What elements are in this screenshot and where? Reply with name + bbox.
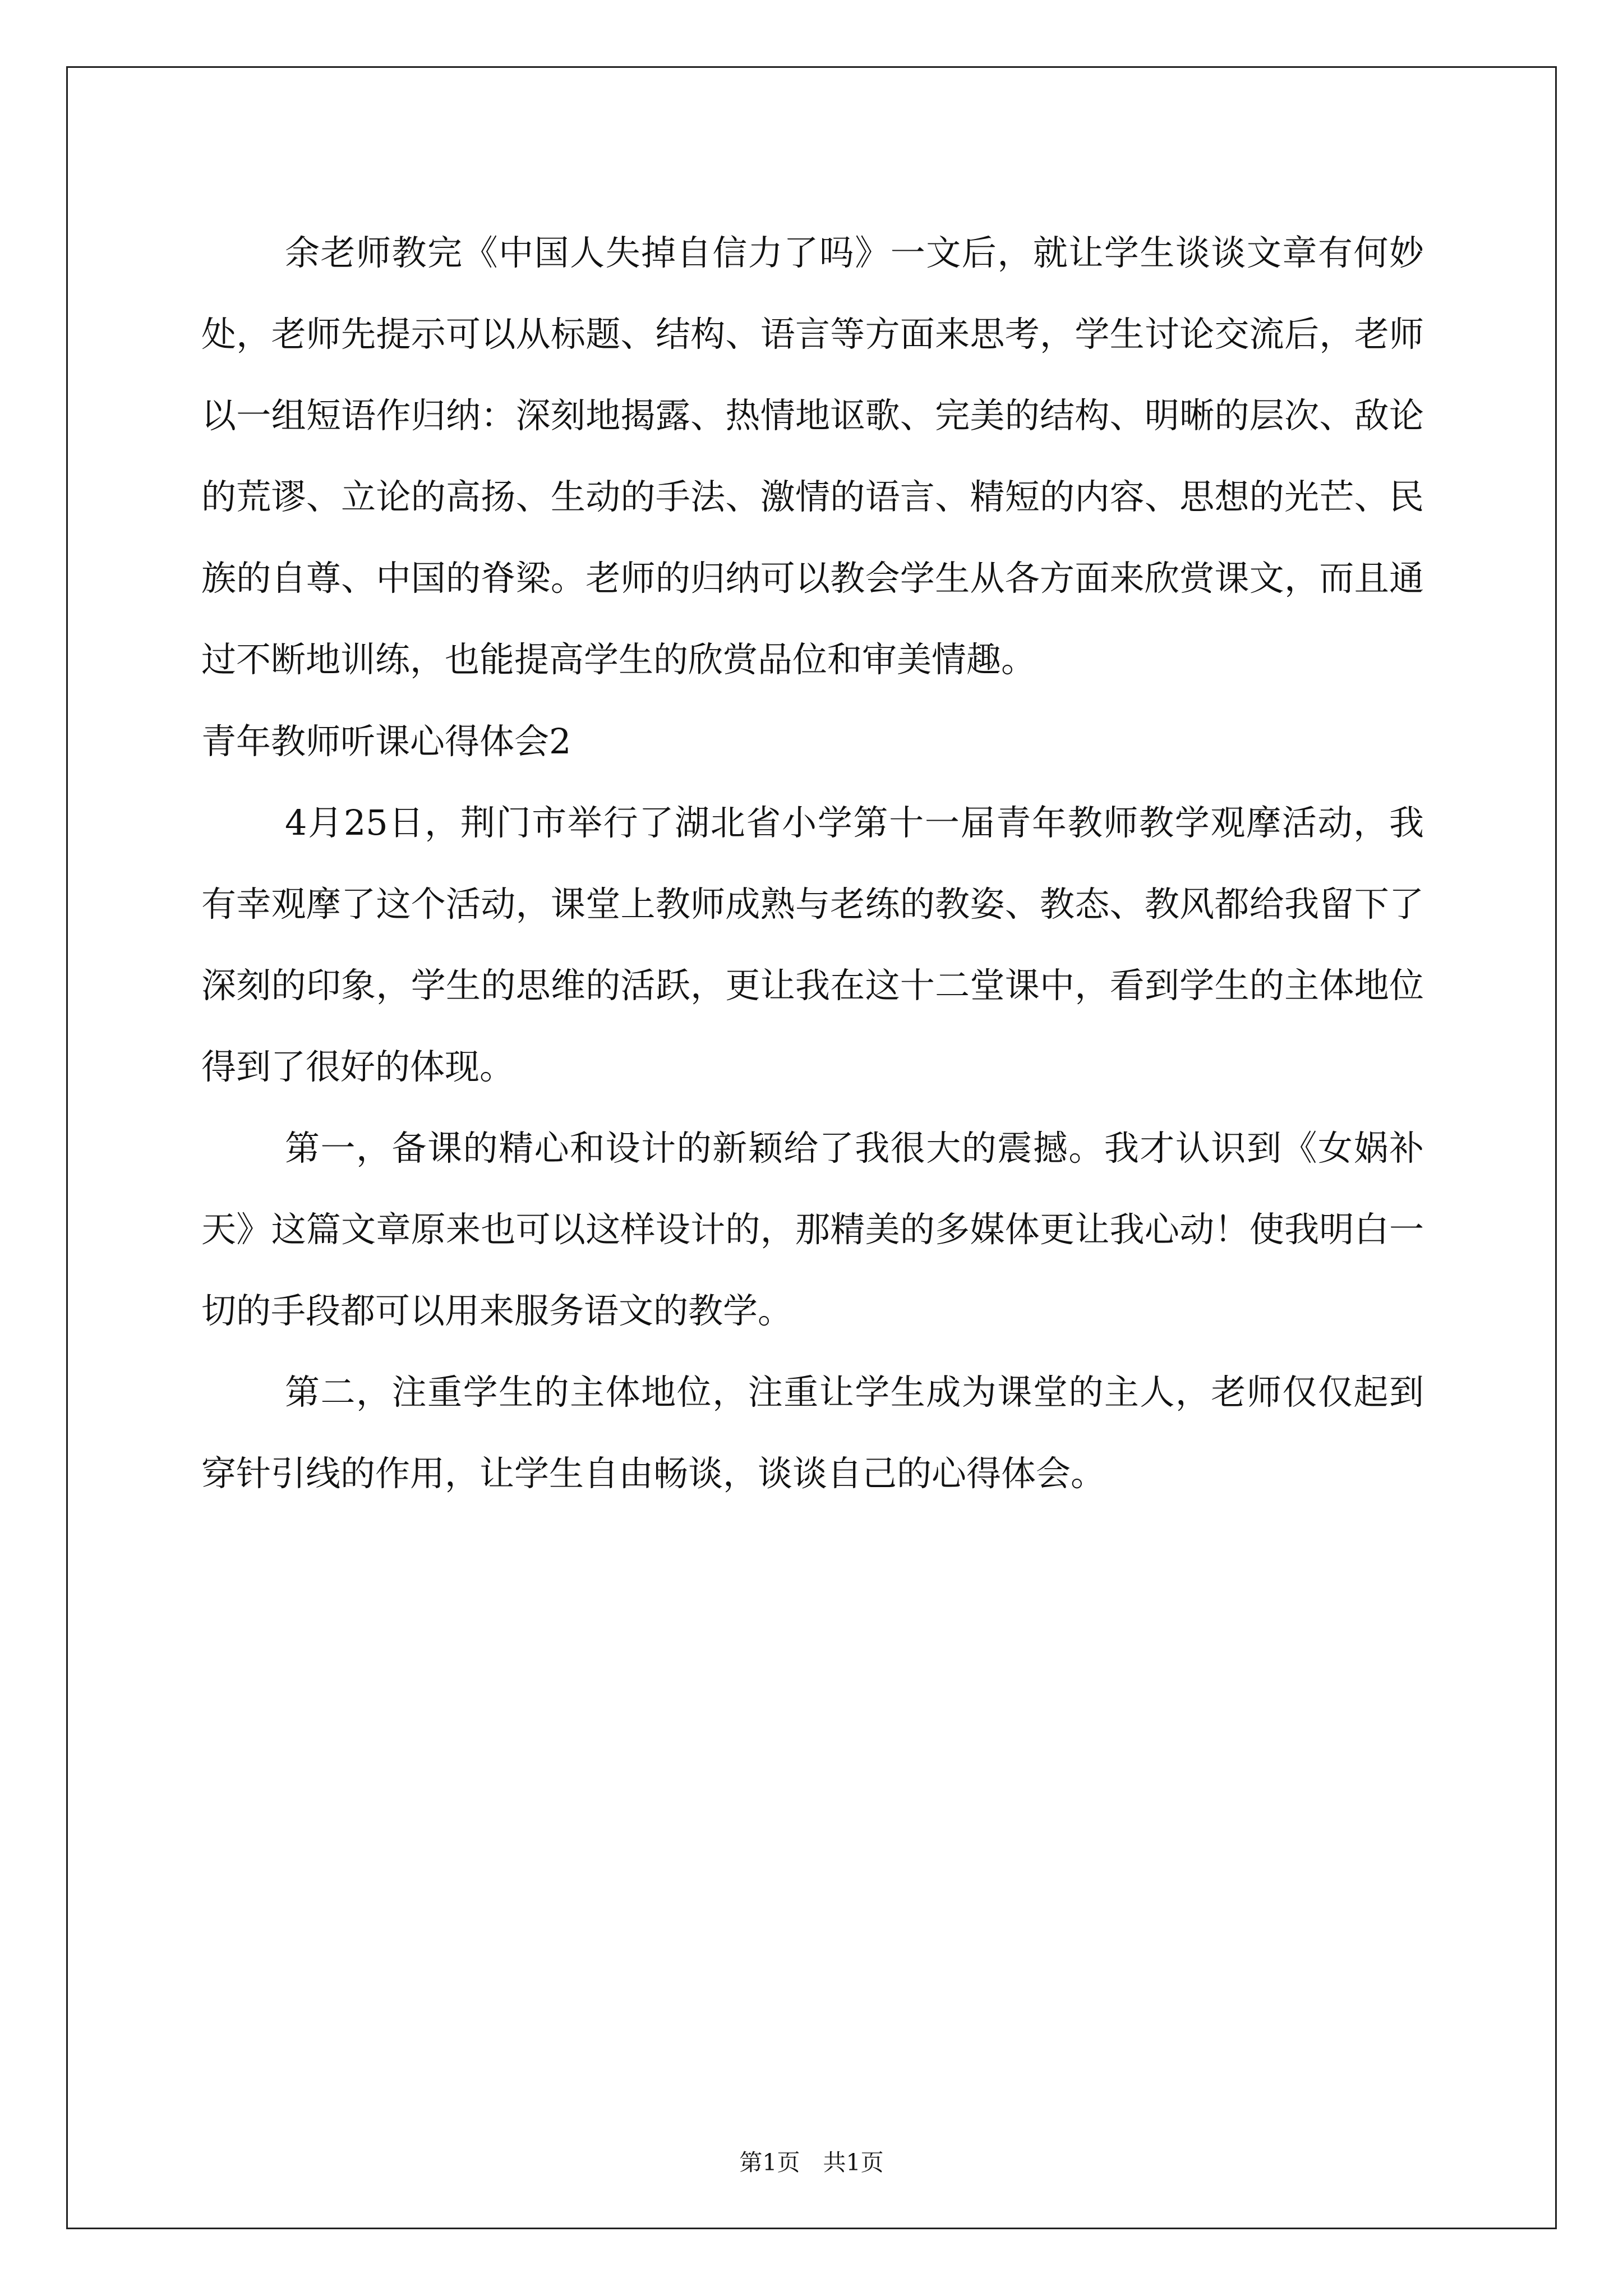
page-number-footer: 第1页 共1页 xyxy=(739,2149,884,2176)
paragraph-event-intro: 4月25日，荆门市举行了湖北省小学第十一届青年教师教学观摩活动，我有幸观摩了这个活动，课堂上教师成熟与老练的教姿、教态、教风都给我留下了深刻的印象，学生的思维的活跃，更让我在这十二堂课中，看到学生的主体地位得到了很好的体现。 xyxy=(201,802,1424,1087)
paragraph-point-two: 第二，注重学生的主体地位，注重让学生成为课堂的主人，老师仅仅起到穿针引线的作用，让学生自由畅谈，谈谈自己的心得体会。 xyxy=(201,1372,1424,1494)
paragraph-point-one: 第一，备课的精心和设计的新颖给了我很大的震撼。我才认识到《女娲补天》这篇文章原来也可以这样设计的，那精美的多媒体更让我心动！使我明白一切的手段都可以用来服务语文的教学。 xyxy=(201,1128,1424,1332)
paragraph-analysis-summary: 余老师教完《中国人失掉自信力了吗》一文后，就让学生谈谈文章有何妙处，老师先提示可以从标题、结构、语言等方面来思考，学生讨论交流后，老师以一组短语作归纳：深刻地揭露、热情地讴歌、完美的结构、明晰的层次、敌论的荒谬、立论的高扬、生动的手法、激情的语言、精短的内容、思想的光芒、民族的自尊、中国的脊梁。老师的归纳可以教会学生从各方面来欣赏课文，而且通过不断地训练，也能提高学生的欣赏品位和审美情趣。 xyxy=(201,232,1424,680)
document-body xyxy=(201,212,1424,1515)
section-heading: 青年教师听课心得体会2 xyxy=(201,720,571,762)
